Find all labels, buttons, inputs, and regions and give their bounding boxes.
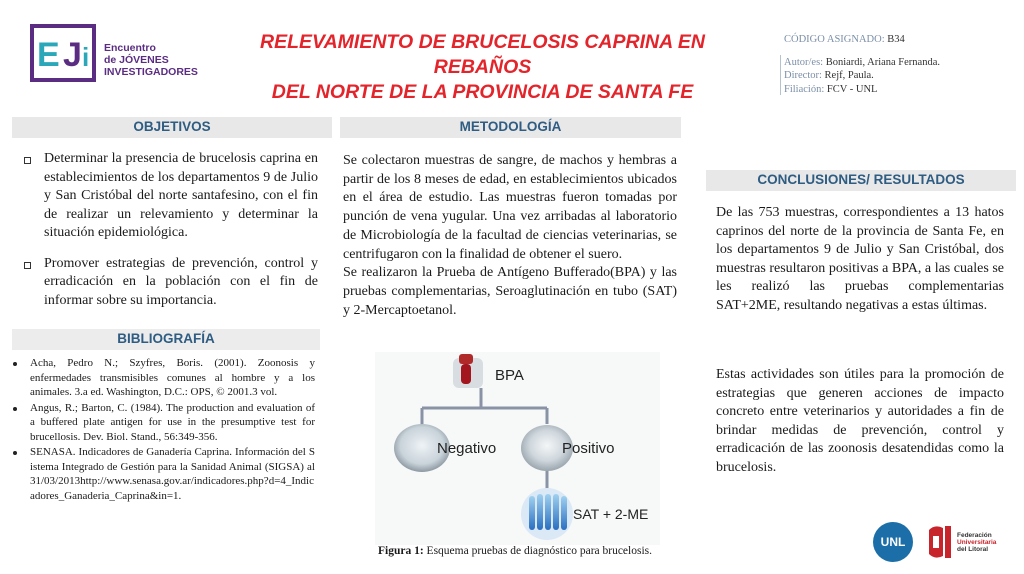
blood-tube-icon (453, 354, 483, 388)
objetivos-header: OBJETIVOS (12, 117, 332, 138)
caption-text: Esquema pruebas de diagnóstico para brucelosis. (423, 545, 653, 557)
bibliografia-list (10, 356, 315, 504)
figure-caption (350, 545, 680, 557)
list-item (22, 150, 318, 243)
unl-logo: UNL (873, 522, 913, 562)
svg-text:J: J (63, 36, 82, 74)
filiacion-row (784, 83, 940, 97)
bullet-icon (13, 407, 17, 411)
metodologia-paragraph: Se colectaron muestras de sangre, de machos y hembras a partir de los 8 meses de edad, en establecimientos ubicados en el área de estudio. Las muestras fueron tomadas por punción de vena yugular. Una vez arribadas al laboratorio de Microbiología de la facultad de ciencias veterinarias, se centrifugaron con la finalidad de obtener el suero. (343, 153, 677, 262)
reference-text: Acha, Pedro N.; Szyfres, Boris. (2001). Zoonosis y enfermedades transmisibles comunes al hombre y a los animales. 3.a ed. Washington, D.C.: OPS, © 2001.3 vol. (30, 357, 315, 398)
director-row (784, 69, 940, 83)
autor-label: Autor/es: (784, 56, 824, 68)
codigo-row (784, 33, 940, 47)
list-item (22, 255, 318, 311)
bibliografia-header: BIBLIOGRAFÍA (12, 329, 320, 350)
autor-row (784, 56, 940, 70)
metodologia-body (343, 152, 677, 320)
caption-label: Figura 1: (377, 545, 424, 557)
reference-text: SENASA. Indicadores de Ganadería Caprina. Información del Sistema Integrado de Gestión para la Sanidad Animal (SIGSA) al 31/03/2013http://www.senasa.gov.ar/indicadores.php?d=4_Indicadores_Ganaderia_Caprina&in=1. (30, 446, 315, 502)
codigo-label: CÓDIGO ASIGNADO: (784, 34, 885, 45)
svg-text:i: i (82, 42, 90, 72)
bullet-icon (13, 451, 17, 455)
objetivo-text: Determinar la presencia de brucelosis caprina en establecimientos de los departamentos 9 de Julio y San Cristóbal del norte santafesino, con el fin de realizar un relevamiento y determinar la situación epidemiológica. (44, 151, 318, 240)
svg-text:E: E (37, 36, 60, 74)
codigo-value: B34 (887, 34, 905, 45)
autor-value: Boniardi, Ariana Fernanda. (825, 56, 941, 68)
ful-text (957, 532, 996, 553)
sat-tubes-icon (521, 488, 573, 540)
director-label: Director: (784, 70, 822, 81)
ful-line-3: del Litoral (957, 546, 989, 553)
ful-line-1: Federación (957, 532, 992, 539)
eji-logo-icon (30, 22, 98, 84)
conclusiones-header: CONCLUSIONES/ RESULTADOS (706, 170, 1016, 191)
conclusiones-paragraph-2: Estas actividades son útiles para la promoción de estrategias que generen acciones de impacto concreto entre veterinarios y autoridades a fin de brindar medidas de prevención, control y erradicación de las zoonosis desatendidas como la brucelosis. (716, 367, 1004, 475)
title-line-2: DEL NORTE DE LA PROVINCIA DE SANTA FE (271, 81, 694, 103)
event-logo (30, 22, 200, 84)
ful-line-2: Universitaria (957, 539, 997, 546)
diagnostic-diagram (375, 352, 660, 545)
logo-line-2: de JÓVENES (104, 54, 169, 66)
metodologia-paragraph: Se realizaron la Prueba de Antígeno Bufferado(BPA) y las pruebas complementarias, Seroaglutinación en tubo (SAT) y 2-Mercaptoetanol. (343, 265, 677, 318)
positivo-label: Positivo (562, 440, 615, 457)
director-value: Rejf, Paula. (824, 70, 874, 81)
square-bullet-icon (24, 157, 31, 164)
logo-text (104, 42, 198, 78)
negativo-label: Negativo (437, 440, 497, 457)
poster-meta (784, 33, 940, 96)
ful-mark-icon (925, 522, 955, 562)
objetivos-list (22, 150, 318, 322)
list-item (10, 445, 315, 503)
meta-divider (780, 55, 781, 95)
metodologia-header: METODOLOGÍA (340, 117, 681, 138)
bpa-label: BPA (495, 367, 524, 384)
filiacion-value: FCV - UNL (826, 83, 878, 95)
filiacion-label: Filiación: (784, 83, 825, 95)
title-line-1: RELEVAMIENTO DE BRUCELOSIS CAPRINA EN REBAÑOS (260, 31, 705, 78)
logo-line-1: Encuentro (104, 42, 156, 54)
ful-logo (925, 520, 1015, 564)
poster-title (215, 30, 750, 105)
bullet-icon (13, 362, 17, 366)
conclusiones-paragraph-1: De las 753 muestras, correspondientes a 13 hatos caprinos del norte de la provincia de Santa Fe, en los departamentos 9 de Julio y San Cristóbal, dos muestras resultaron positivas a BPA, a las cuales se les realizó las pruebas complementarias SAT+2ME, resultando negativas a estas últimas. (716, 205, 1004, 313)
logo-line-3: INVESTIGADORES (104, 66, 198, 78)
list-item (10, 401, 315, 445)
objetivo-text: Promover estrategias de prevención, control y erradicación en la población con el fin de informar sobre su importancia. (44, 255, 318, 308)
reference-text: Angus, R.; Barton, C. (1984). The production and evaluation of a buffered plate antigen for use in the presumptive test for brucellosis. Dev. Biol. Stand., 56:349-356. (30, 401, 315, 443)
sat-label: SAT + 2-ME (573, 506, 649, 522)
square-bullet-icon (24, 262, 31, 269)
list-item (10, 356, 315, 400)
